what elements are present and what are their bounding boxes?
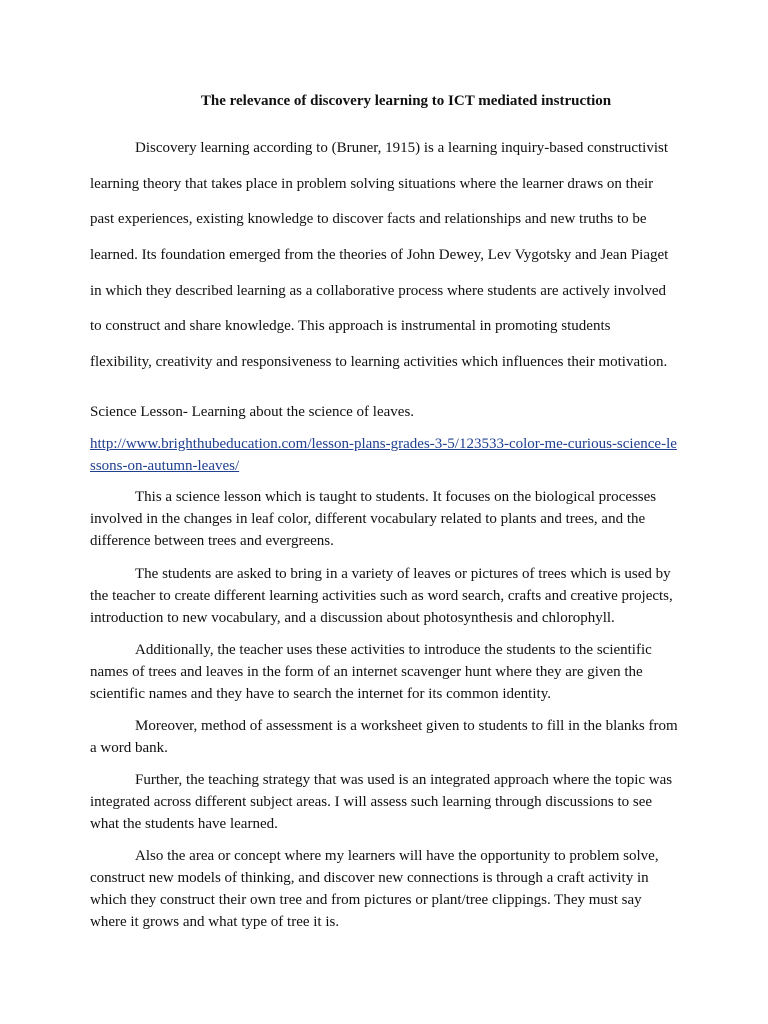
intro-line: Discovery learning according to (Bruner, 1915) is a learning inquiry-based constructivist: [135, 140, 668, 156]
paragraph: This a science lesson which is taught to students. It focuses on the biological processes involved in the changes in leaf color, different vocabulary related to plants and trees, and the difference between trees and evergreens.: [90, 489, 657, 549]
page-title: The relevance of discovery learning to ICT mediated instruction: [200, 93, 612, 109]
intro-line: past experiences, existing knowledge to discover facts and relationships and new truths to be: [90, 211, 647, 227]
intro-line: learning theory that takes place in problem solving situations where the learner draws on their: [90, 176, 654, 192]
intro-line: to construct and share knowledge. This approach is instrumental in promoting students: [90, 318, 611, 334]
paragraph: Additionally, the teacher uses these activities to introduce the students to the scientific names of trees and leaves in the form of an internet scavenger hunt where they are given the scientific names and they have to search the internet for its common identity.: [90, 642, 652, 702]
paragraph: Further, the teaching strategy that was used is an integrated approach where the topic was integrated across different subject areas. I will assess such learning through discussions to see what the students have learned.: [90, 772, 673, 832]
intro-line: learned. Its foundation emerged from the theories of John Dewey, Lev Vygotsky and Jean Piaget: [90, 247, 669, 263]
paragraph: Also the area or concept where my learners will have the opportunity to problem solve, construct new models of thinking, and discover new connections is through a craft activity in which they construct their own tree and from pictures or plant/tree clippings. They must say where it grows and what type of tree it is.: [90, 848, 659, 930]
intro-line: flexibility, creativity and responsiveness to learning activities which influences their motivation.: [90, 354, 668, 370]
lesson-heading: Science Lesson- Learning about the science of leaves.: [90, 404, 415, 420]
intro-line: in which they described learning as a collaborative process where students are actively involved: [90, 283, 667, 299]
lesson-link[interactable]: http://www.brighthubeducation.com/lesson-plans-grades-3-5/123533-color-me-curious-science-lessons-on-autumn-leaves/: [90, 436, 677, 474]
paragraph: Moreover, method of assessment is a worksheet given to students to fill in the blanks from a word bank.: [90, 718, 678, 756]
paragraph: The students are asked to bring in a variety of leaves or pictures of trees which is used by the teacher to create different learning activities such as word search, crafts and creative projects, introduction to new vocabulary, and a discussion about photosynthesis and chlorophyll.: [90, 566, 673, 626]
